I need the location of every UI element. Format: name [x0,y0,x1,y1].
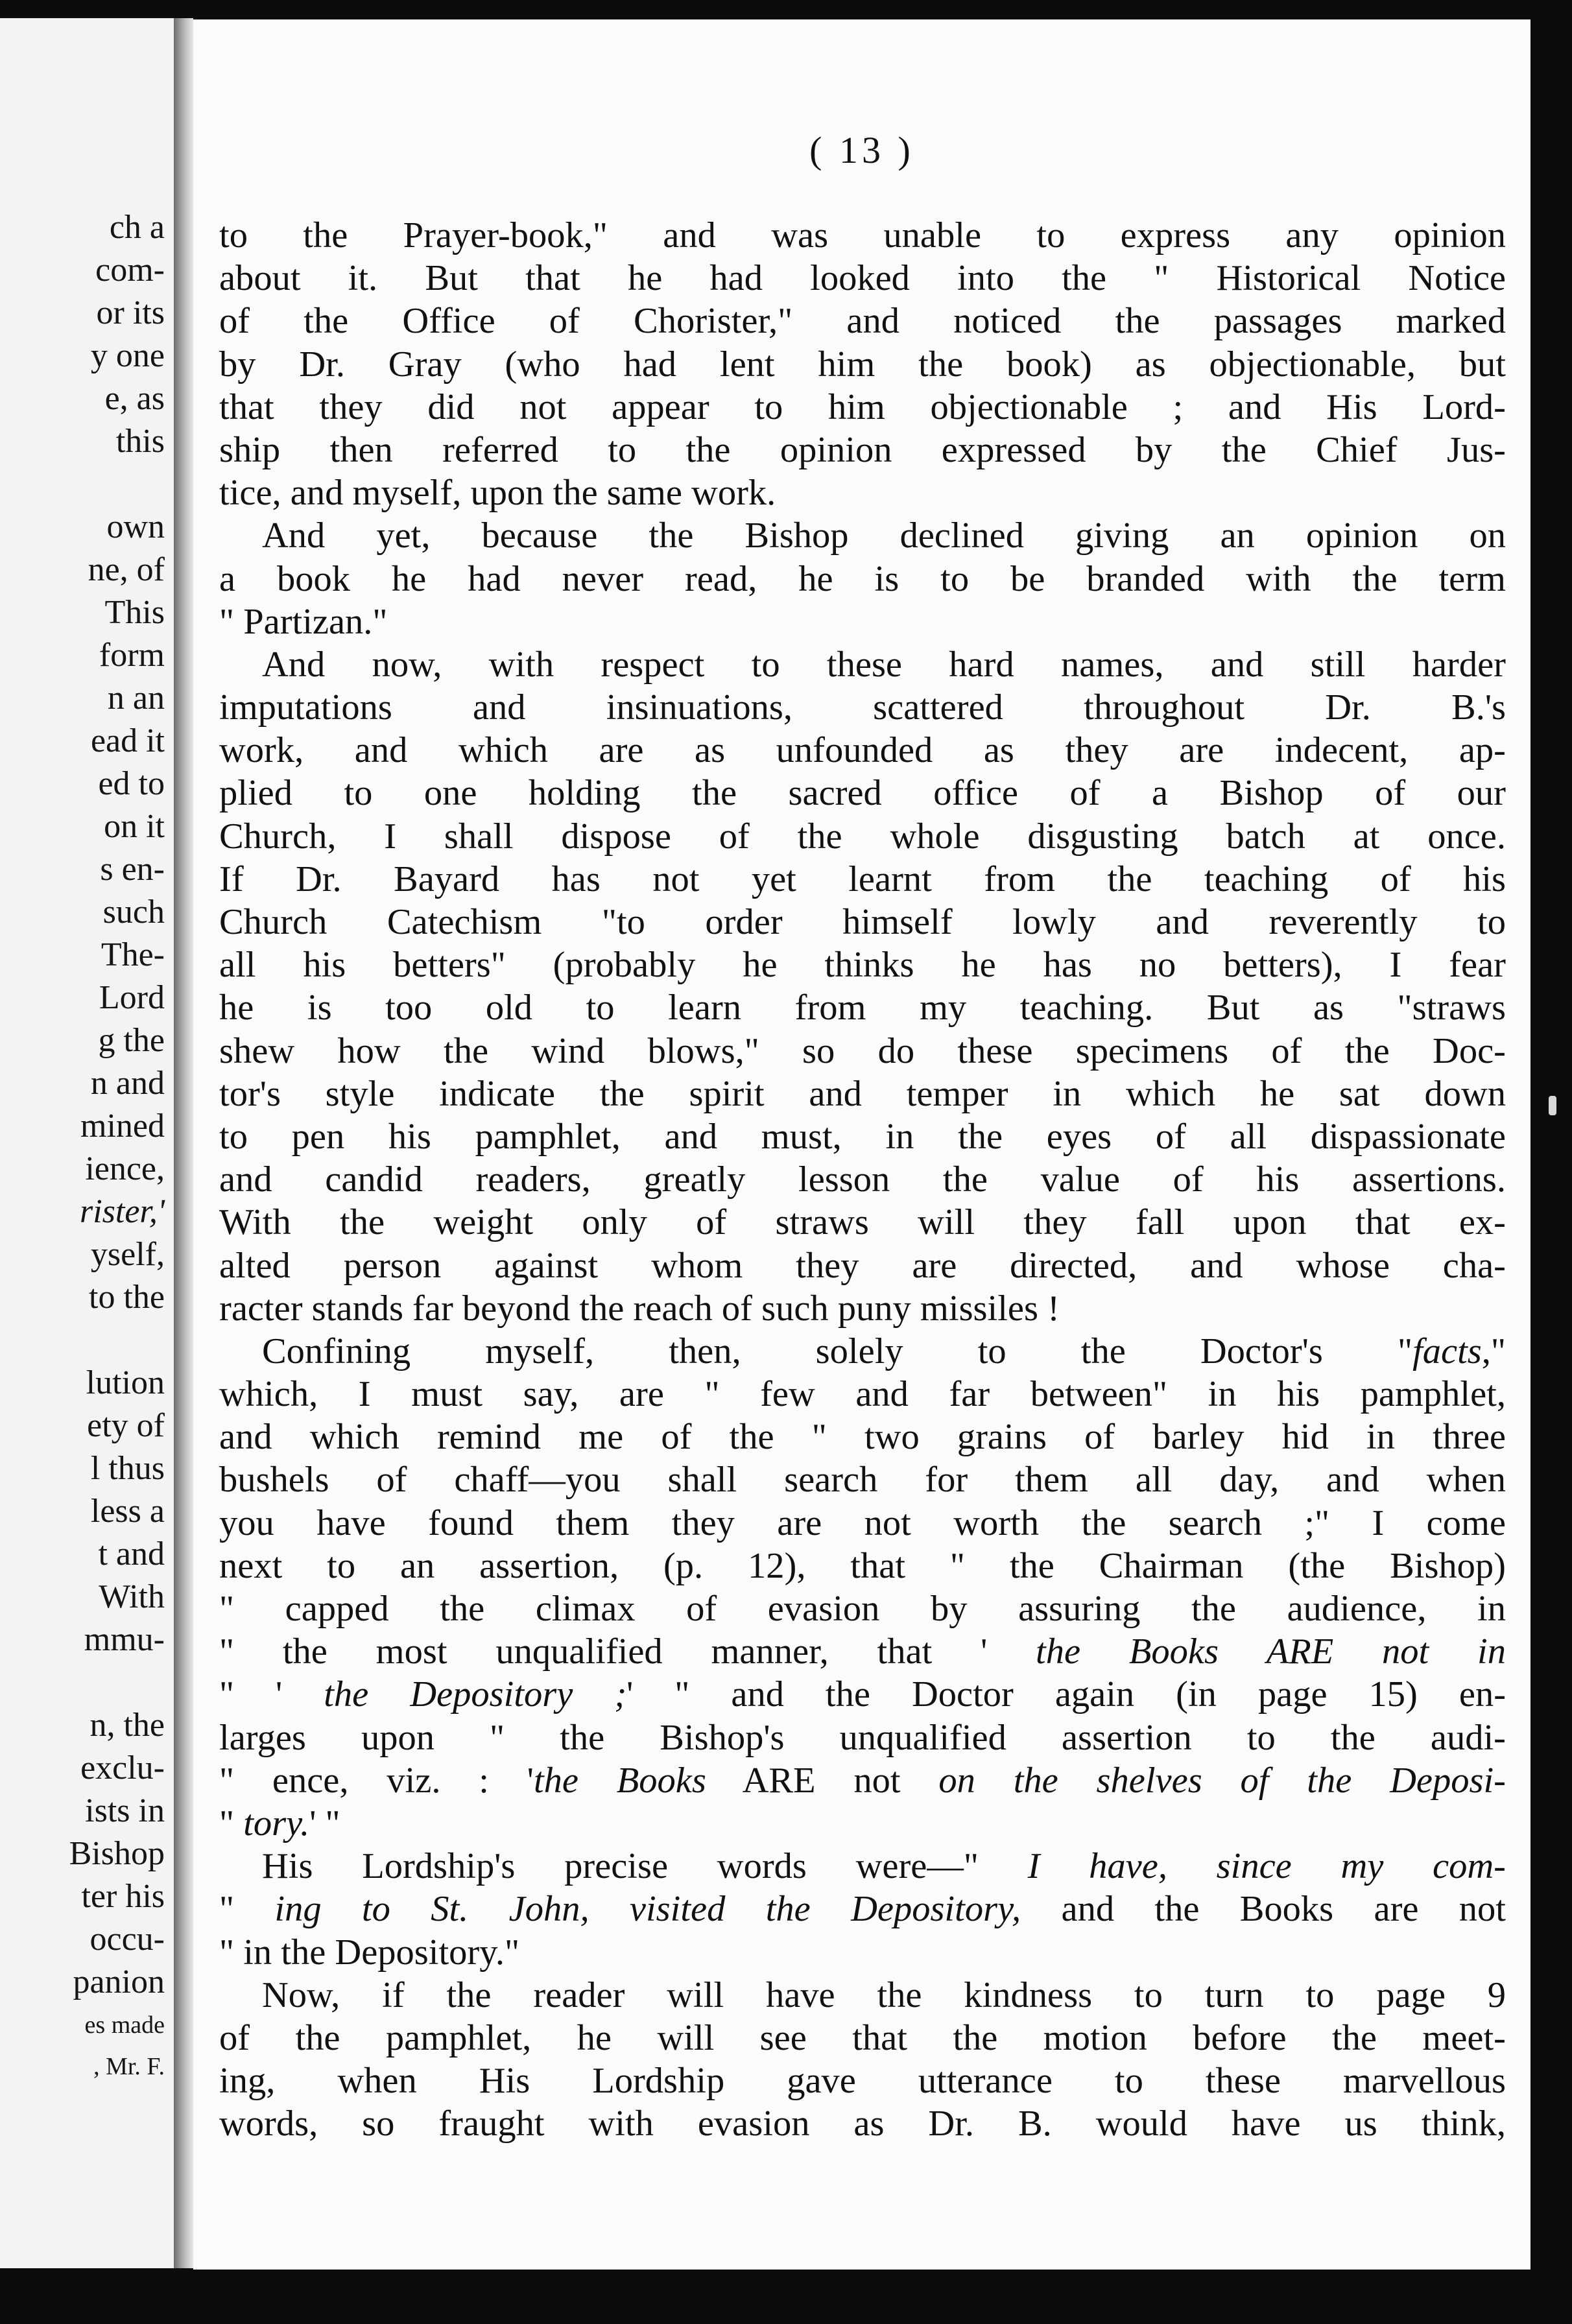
facing-page-line: to the [89,1279,165,1316]
page-number: ( 13 ) [809,129,914,171]
italic-text-segment: the Books [533,1760,706,1801]
facing-page-line: n and [90,1065,165,1102]
facing-page-line: panion [73,1963,165,2000]
book-gutter [174,18,193,2268]
text-line [219,600,1506,643]
text-line [219,2017,1506,2059]
facing-page-line: rister,' [79,1193,165,1230]
text-segment: " capped the climax of evasion by assuring the audience, in [219,1589,1506,1629]
facing-page-line: l thus [90,1450,165,1487]
text-segment: and candid readers, greatly lesson the value of his assertions. [219,1159,1506,1200]
text-segment: " the most unqualified manner, that ' [219,1631,1036,1672]
italic-text-segment: the Depository ; [324,1674,627,1715]
text-segment: Now, if the reader will have the kindness to turn to page 9 [262,1974,1506,2015]
italic-text-segment: facts [1412,1331,1482,1371]
text-line [219,943,1506,986]
text-segment: and which remind me of the " two grains of barley hid in three [219,1417,1506,1458]
text-segment: and the Books are not [1021,1889,1506,1930]
text-segment: all his betters" (probably he thinks he has no betters), I fear [219,945,1506,986]
text-segment: " Partizan." [219,601,388,642]
text-line [219,257,1506,300]
text-line [219,986,1506,1029]
text-line [219,471,1506,514]
text-line [219,1287,1506,1330]
italic-text-segment: the Books ARE not in [1036,1631,1506,1672]
book-page [193,19,1530,2270]
italic-text-segment: I have, since my com- [1027,1846,1506,1887]
facing-page-line: own [106,508,165,545]
text-line [219,1416,1506,1458]
text-segment: ' " and the Doctor again (in page 15) en- [626,1674,1506,1715]
text-segment: he is too old to learn from my teaching. But as "straws [219,988,1506,1028]
text-segment: work, and which are as unfounded as they are indecent, ap- [219,730,1506,771]
text-line [219,514,1506,557]
facing-page-line: ter his [81,1878,165,1915]
text-segment: ship then referred to the opinion expressed by the Chief Jus- [219,429,1506,470]
text-segment: " [219,1803,244,1844]
text-segment: racter stands far beyond the reach of such puny missiles ! [219,1288,1060,1329]
text-line [219,1802,1506,1845]
text-segment: Church, I shall dispose of the whole disgusting batch at once. [219,816,1506,857]
scan-border [1530,0,1572,2324]
text-segment: " [219,1889,275,1930]
text-line [219,686,1506,729]
facing-page-line: s en- [100,851,165,888]
facing-page-line: ch a [109,209,165,246]
text-segment: Confining myself, then, solely to the Doctor's " [262,1331,1413,1371]
facing-page-line: es made [84,2011,165,2039]
text-line [219,772,1506,814]
text-line [219,214,1506,257]
text-segment: shew how the wind blows," so do these specimens of the Doc- [219,1030,1506,1071]
text-segment: tice, and myself, upon the same work. [219,473,776,514]
facing-page-line: occu- [89,1921,165,1958]
text-line [219,1158,1506,1201]
facing-page-line: ety of [87,1407,165,1444]
facing-page-line: ead it [90,722,165,759]
text-segment: words, so fraught with evasion as Dr. B. would have us think, [219,2104,1506,2144]
italic-text-segment: ing to St. John, visited the Depository, [274,1889,1021,1930]
text-line [219,1244,1506,1287]
text-segment: tor's style indicate the spirit and temper in which he sat down [219,1073,1506,1114]
text-segment: And yet, because the Bishop declined giving an opinion on [262,516,1506,556]
text-segment: And now, with respect to these hard names, and still harder [262,644,1506,685]
text-segment: to pen his pamphlet, and must, in the eyes of all dispassionate [219,1116,1506,1157]
facing-page-line: e, as [104,380,165,417]
text-segment: to the Prayer-book," and was unable to express any opinion [219,215,1506,255]
text-line [219,643,1506,686]
text-line [219,1974,1506,2017]
facing-page-line: g the [98,1022,165,1059]
text-line [219,858,1506,901]
text-segment: With the weight only of straws will they fall upon that ex- [219,1202,1506,1243]
facing-page-line: exclu- [80,1749,165,1786]
facing-page-line: Lord [99,979,165,1016]
facing-page-line: yself, [90,1236,165,1273]
facing-page-fragment [0,18,174,2268]
italic-text-segment: on the shelves of the Deposi- [938,1760,1506,1801]
text-segment: larges upon " the Bishop's unqualified assertion to the audi- [219,1717,1506,1758]
text-segment: ," [1481,1331,1506,1371]
text-line [219,1845,1506,1888]
facing-page-line: y one [90,337,165,374]
facing-page-line: such [102,894,165,931]
text-line [219,1888,1506,1930]
facing-page-line: mined [80,1108,165,1144]
text-segment: " ' [219,1674,324,1715]
text-line [219,1587,1506,1630]
text-segment: ' " [309,1803,340,1844]
text-line [219,1073,1506,1115]
facing-page-line: less a [90,1493,165,1530]
facing-page-line: com- [95,252,165,289]
text-line [219,1673,1506,1716]
text-line [219,815,1506,858]
text-segment: bushels of chaff—you shall search for them all day, and when [219,1460,1506,1500]
facing-page-line: , Mr. F. [93,2053,165,2080]
text-line [219,300,1506,342]
text-segment: " in the Depository." [219,1932,520,1973]
text-segment: next to an assertion, (p. 12), that " the Chairman (the Bishop) [219,1545,1506,1586]
text-segment: a book he had never read, he is to be branded with the term [219,558,1506,599]
text-line [219,1716,1506,1759]
text-segment: by Dr. Gray (who had lent him the book) as objectionable, but [219,344,1506,385]
text-line [219,1931,1506,1974]
text-segment: alted person against whom they are directed, and whose cha- [219,1245,1506,1286]
text-segment: plied to one holding the sacred office of a Bishop of our [219,773,1506,814]
facing-page-line: n an [107,680,165,717]
text-line [219,1502,1506,1545]
text-line [219,429,1506,471]
facing-page-line: mmu- [84,1621,165,1658]
text-segment: ARE not [706,1760,939,1801]
facing-page-line: Bishop [69,1835,165,1872]
text-segment: imputations and insinuations, scattered throughout Dr. B.'s [219,687,1506,728]
text-segment: of the Office of Chorister," and noticed the passages marked [219,301,1506,342]
text-segment: If Dr. Bayard has not yet learnt from the teaching of his [219,859,1506,899]
text-segment: of the pamphlet, he will see that the motion before the meet- [219,2017,1506,2058]
text-line [219,1373,1506,1416]
facing-page-line: ists in [85,1792,165,1829]
text-segment: Church Catechism "to order himself lowly and reverently to [219,902,1506,942]
text-line [219,1759,1506,1802]
text-line [219,1630,1506,1673]
text-line [219,1545,1506,1587]
scan-artifact [1549,1096,1556,1115]
text-segment: that they did not appear to him objectionable ; and His Lord- [219,386,1506,427]
text-line [219,901,1506,943]
text-line [219,729,1506,772]
facing-page-line: n, the [89,1707,165,1744]
text-line [219,343,1506,386]
facing-page-line: lution [86,1364,165,1401]
facing-page-line: on it [104,808,165,845]
text-line [219,2059,1506,2102]
text-segment: " ence, viz. : ' [219,1760,534,1801]
facing-page-line: This [104,594,165,631]
facing-page-line: or its [96,294,165,331]
text-segment: His Lordship's precise words were—" [262,1846,1028,1887]
text-line [219,1030,1506,1073]
facing-page-line: ne, of [88,551,165,588]
text-segment: about it. But that he had looked into the " Historical Notice [219,258,1506,299]
facing-page-line: The- [101,936,165,973]
page-body-text [219,214,1506,2145]
text-line [219,1330,1506,1373]
text-line [219,1201,1506,1244]
text-segment: ing, when His Lordship gave utterance to these marvellous [219,2061,1506,2102]
text-line [219,558,1506,600]
text-line [219,1458,1506,1501]
text-segment: you have found them they are not worth the search ;" I come [219,1502,1506,1543]
text-line [219,1115,1506,1158]
text-line [219,386,1506,429]
facing-page-line: ience, [85,1150,165,1187]
italic-text-segment: tory. [243,1803,310,1844]
text-line [219,2102,1506,2145]
facing-page-line: form [99,637,165,674]
facing-page-line: t and [98,1536,165,1572]
facing-page-line: With [99,1578,165,1615]
facing-page-line: ed to [98,765,165,802]
text-segment: which, I must say, are " few and far between" in his pamphlet, [219,1374,1506,1415]
facing-page-line: this [115,423,165,460]
